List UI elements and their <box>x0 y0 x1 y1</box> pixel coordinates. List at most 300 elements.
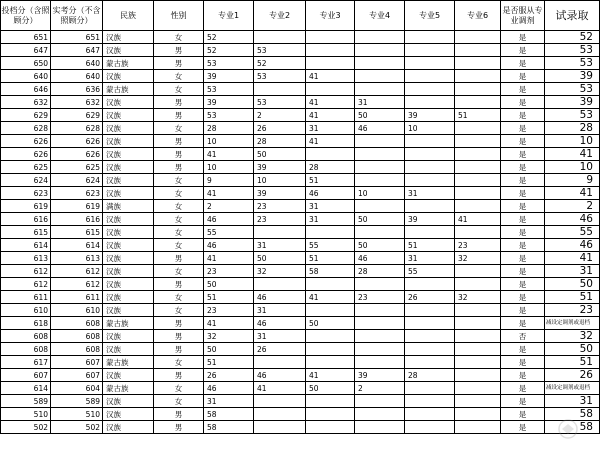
gender-cell: 男 <box>154 161 204 174</box>
major6-cell <box>455 369 501 382</box>
major5-cell: 10 <box>405 122 455 135</box>
major1-cell: 53 <box>204 57 254 70</box>
major2-cell: 53 <box>254 70 306 83</box>
major4-cell <box>355 200 405 213</box>
adjust-cell: 是 <box>501 395 545 408</box>
major1-cell: 26 <box>204 369 254 382</box>
score-cell: 610 <box>1 304 51 317</box>
major6-cell: 41 <box>455 213 501 226</box>
major6-cell <box>455 57 501 70</box>
major3-cell: 31 <box>306 122 355 135</box>
ethnic-cell: 汉族 <box>103 148 154 161</box>
major2-cell: 31 <box>254 330 306 343</box>
score-cell: 619 <box>1 200 51 213</box>
major3-cell: 31 <box>306 200 355 213</box>
major5-cell <box>405 356 455 369</box>
major4-cell: 31 <box>355 96 405 109</box>
actual-score-cell: 608 <box>51 317 103 330</box>
table-row <box>1 291 600 304</box>
adjust-cell: 是 <box>501 44 545 57</box>
major5-cell <box>405 317 455 330</box>
table-row <box>1 83 600 96</box>
major3-cell: 41 <box>306 96 355 109</box>
major5-cell: 28 <box>405 369 455 382</box>
ethnic-cell: 蒙古族 <box>103 317 154 330</box>
major5-cell <box>405 70 455 83</box>
table-row <box>1 382 600 395</box>
major6-cell <box>455 174 501 187</box>
major2-cell: 46 <box>254 369 306 382</box>
ethnic-cell: 蒙古族 <box>103 83 154 96</box>
major6-cell <box>455 122 501 135</box>
major1-cell: 41 <box>204 148 254 161</box>
major1-cell: 23 <box>204 304 254 317</box>
ethnic-cell: 汉族 <box>103 226 154 239</box>
score-cell: 623 <box>1 187 51 200</box>
major4-cell <box>355 343 405 356</box>
major6-cell <box>455 382 501 395</box>
major3-cell: 58 <box>306 265 355 278</box>
major3-cell: 51 <box>306 174 355 187</box>
major5-cell <box>405 330 455 343</box>
gender-cell: 男 <box>154 278 204 291</box>
major6-cell <box>455 343 501 356</box>
major2-cell: 10 <box>254 174 306 187</box>
major2-cell: 39 <box>254 161 306 174</box>
major4-cell: 39 <box>355 369 405 382</box>
major2-cell: 26 <box>254 343 306 356</box>
major5-cell <box>405 408 455 421</box>
adjust-cell: 是 <box>501 148 545 161</box>
ethnic-cell: 汉族 <box>103 187 154 200</box>
adjust-cell: 是 <box>501 239 545 252</box>
final-cell: 51 <box>545 291 600 304</box>
major3-cell <box>306 83 355 96</box>
major6-cell <box>455 395 501 408</box>
major6-cell <box>455 135 501 148</box>
ethnic-cell: 汉族 <box>103 174 154 187</box>
adjust-cell: 是 <box>501 317 545 330</box>
score-cell: 502 <box>1 421 51 434</box>
major6-cell <box>455 226 501 239</box>
adjust-cell: 是 <box>501 83 545 96</box>
major4-cell <box>355 161 405 174</box>
actual-score-cell: 607 <box>51 369 103 382</box>
major5-cell <box>405 174 455 187</box>
adjust-cell: 是 <box>501 304 545 317</box>
actual-score-cell: 636 <box>51 83 103 96</box>
major4-cell: 23 <box>355 291 405 304</box>
final-cell: 31 <box>545 395 600 408</box>
gender-cell: 男 <box>154 369 204 382</box>
major2-cell <box>254 408 306 421</box>
actual-score-cell: 640 <box>51 70 103 83</box>
adjust-cell: 否 <box>501 330 545 343</box>
score-cell: 626 <box>1 135 51 148</box>
major3-cell <box>306 343 355 356</box>
ethnic-cell: 汉族 <box>103 96 154 109</box>
gender-cell: 女 <box>154 213 204 226</box>
ethnic-cell: 汉族 <box>103 304 154 317</box>
header-adjust: 是否服从专业调剂 <box>501 1 545 31</box>
major2-cell: 39 <box>254 187 306 200</box>
adjust-cell: 是 <box>501 135 545 148</box>
major2-cell: 31 <box>254 304 306 317</box>
major2-cell: 46 <box>254 291 306 304</box>
final-cell: 41 <box>545 148 600 161</box>
header-major6: 专业6 <box>455 1 501 31</box>
ethnic-cell: 满族 <box>103 200 154 213</box>
major1-cell: 46 <box>204 382 254 395</box>
major1-cell: 32 <box>204 330 254 343</box>
adjust-cell: 是 <box>501 408 545 421</box>
major6-cell: 32 <box>455 291 501 304</box>
major5-cell <box>405 382 455 395</box>
major2-cell: 26 <box>254 122 306 135</box>
final-cell: 50 <box>545 278 600 291</box>
major4-cell <box>355 148 405 161</box>
actual-score-cell: 623 <box>51 187 103 200</box>
table-row <box>1 213 600 226</box>
major5-cell <box>405 57 455 70</box>
ethnic-cell: 汉族 <box>103 239 154 252</box>
major5-cell <box>405 421 455 434</box>
major2-cell: 50 <box>254 148 306 161</box>
major4-cell <box>355 317 405 330</box>
score-cell: 640 <box>1 70 51 83</box>
major3-cell <box>306 356 355 369</box>
header-ethnic: 民族 <box>103 1 154 31</box>
table-row <box>1 226 600 239</box>
major1-cell: 58 <box>204 421 254 434</box>
major3-cell: 51 <box>306 252 355 265</box>
major1-cell: 53 <box>204 83 254 96</box>
major5-cell: 55 <box>405 265 455 278</box>
major5-cell <box>405 135 455 148</box>
gender-cell: 男 <box>154 57 204 70</box>
final-cell: 53 <box>545 83 600 96</box>
major6-cell <box>455 148 501 161</box>
ethnic-cell: 汉族 <box>103 31 154 44</box>
major4-cell <box>355 395 405 408</box>
major5-cell <box>405 161 455 174</box>
major1-cell: 51 <box>204 356 254 369</box>
major3-cell: 50 <box>306 382 355 395</box>
actual-score-cell: 626 <box>51 135 103 148</box>
major6-cell <box>455 304 501 317</box>
final-cell: 50 <box>545 343 600 356</box>
ethnic-cell: 汉族 <box>103 135 154 148</box>
score-cell: 647 <box>1 44 51 57</box>
score-cell: 614 <box>1 239 51 252</box>
watermark-logo <box>548 418 588 440</box>
score-cell: 628 <box>1 122 51 135</box>
score-cell: 612 <box>1 265 51 278</box>
actual-score-cell: 625 <box>51 161 103 174</box>
major5-cell <box>405 395 455 408</box>
actual-score-cell: 628 <box>51 122 103 135</box>
adjust-cell: 是 <box>501 265 545 278</box>
table-row <box>1 421 600 434</box>
major3-cell: 41 <box>306 291 355 304</box>
major4-cell <box>355 408 405 421</box>
header-gender: 性别 <box>154 1 204 31</box>
score-cell: 625 <box>1 161 51 174</box>
ethnic-cell: 汉族 <box>103 369 154 382</box>
gender-cell: 男 <box>154 109 204 122</box>
adjust-cell: 是 <box>501 369 545 382</box>
adjust-cell: 是 <box>501 109 545 122</box>
gender-cell: 女 <box>154 174 204 187</box>
major4-cell: 10 <box>355 187 405 200</box>
major4-cell <box>355 174 405 187</box>
actual-score-cell: 629 <box>51 109 103 122</box>
table-row <box>1 343 600 356</box>
major2-cell: 32 <box>254 265 306 278</box>
major4-cell <box>355 356 405 369</box>
major4-cell <box>355 330 405 343</box>
major5-cell <box>405 278 455 291</box>
major4-cell <box>355 31 405 44</box>
ethnic-cell: 汉族 <box>103 109 154 122</box>
gender-cell: 女 <box>154 239 204 252</box>
actual-score-cell: 502 <box>51 421 103 434</box>
major4-cell: 46 <box>355 252 405 265</box>
final-cell: 58 <box>545 408 600 421</box>
major2-cell <box>254 226 306 239</box>
major5-cell: 39 <box>405 213 455 226</box>
major4-cell <box>355 226 405 239</box>
final-cell: 26 <box>545 369 600 382</box>
gender-cell: 男 <box>154 330 204 343</box>
major3-cell: 41 <box>306 70 355 83</box>
table-row <box>1 408 600 421</box>
gender-cell: 男 <box>154 408 204 421</box>
major2-cell: 53 <box>254 96 306 109</box>
ethnic-cell: 汉族 <box>103 252 154 265</box>
adjust-cell: 是 <box>501 343 545 356</box>
major6-cell <box>455 96 501 109</box>
major5-cell <box>405 31 455 44</box>
major3-cell: 41 <box>306 135 355 148</box>
score-cell: 612 <box>1 278 51 291</box>
ethnic-cell: 汉族 <box>103 44 154 57</box>
final-cell: 53 <box>545 44 600 57</box>
major2-cell: 23 <box>254 213 306 226</box>
table-row <box>1 122 600 135</box>
major3-cell <box>306 44 355 57</box>
adjust-cell: 是 <box>501 382 545 395</box>
final-cell: 41 <box>545 252 600 265</box>
major1-cell: 50 <box>204 343 254 356</box>
final-cell: 55 <box>545 226 600 239</box>
gender-cell: 女 <box>154 265 204 278</box>
major2-cell: 23 <box>254 200 306 213</box>
score-cell: 629 <box>1 109 51 122</box>
score-cell: 589 <box>1 395 51 408</box>
table-row <box>1 317 600 330</box>
gender-cell: 女 <box>154 83 204 96</box>
actual-score-cell: 604 <box>51 382 103 395</box>
header-major5: 专业5 <box>405 1 455 31</box>
major5-cell: 39 <box>405 109 455 122</box>
major6-cell <box>455 317 501 330</box>
major4-cell: 2 <box>355 382 405 395</box>
major6-cell: 51 <box>455 109 501 122</box>
table-row <box>1 57 600 70</box>
adjust-cell: 是 <box>501 161 545 174</box>
major1-cell: 31 <box>204 395 254 408</box>
header-actual: 实考分（不含照顾分） <box>51 1 103 31</box>
major3-cell <box>306 304 355 317</box>
table-row <box>1 278 600 291</box>
major1-cell: 9 <box>204 174 254 187</box>
table-row <box>1 161 600 174</box>
major5-cell <box>405 304 455 317</box>
final-cell: 32 <box>545 330 600 343</box>
major3-cell: 41 <box>306 369 355 382</box>
major6-cell <box>455 278 501 291</box>
ethnic-cell: 汉族 <box>103 265 154 278</box>
major6-cell <box>455 421 501 434</box>
final-cell: 53 <box>545 109 600 122</box>
major5-cell <box>405 96 455 109</box>
ethnic-cell: 汉族 <box>103 278 154 291</box>
major4-cell <box>355 70 405 83</box>
header-score: 投档分（含照顾分） <box>1 1 51 31</box>
gender-cell: 女 <box>154 291 204 304</box>
major3-cell <box>306 421 355 434</box>
major3-cell <box>306 330 355 343</box>
final-cell: 58 <box>545 421 600 434</box>
major5-cell <box>405 226 455 239</box>
major1-cell: 41 <box>204 187 254 200</box>
ethnic-cell: 汉族 <box>103 122 154 135</box>
ethnic-cell: 汉族 <box>103 213 154 226</box>
actual-score-cell: 651 <box>51 31 103 44</box>
major3-cell <box>306 57 355 70</box>
major3-cell: 46 <box>306 187 355 200</box>
final-cell: 51 <box>545 356 600 369</box>
major5-cell: 51 <box>405 239 455 252</box>
final-cell: 23 <box>545 304 600 317</box>
actual-score-cell: 616 <box>51 213 103 226</box>
major2-cell <box>254 83 306 96</box>
major3-cell <box>306 31 355 44</box>
major4-cell <box>355 83 405 96</box>
final-cell: 31 <box>545 265 600 278</box>
score-cell: 613 <box>1 252 51 265</box>
adjust-cell: 是 <box>501 174 545 187</box>
gender-cell: 女 <box>154 31 204 44</box>
gender-cell: 女 <box>154 187 204 200</box>
major1-cell: 46 <box>204 213 254 226</box>
table-row <box>1 369 600 382</box>
score-cell: 608 <box>1 343 51 356</box>
major1-cell: 39 <box>204 96 254 109</box>
gender-cell: 男 <box>154 421 204 434</box>
table-row <box>1 356 600 369</box>
major1-cell: 58 <box>204 408 254 421</box>
major4-cell <box>355 421 405 434</box>
major1-cell: 50 <box>204 278 254 291</box>
header-final: 试录取 <box>545 1 600 31</box>
score-cell: 624 <box>1 174 51 187</box>
score-cell: 608 <box>1 330 51 343</box>
adjust-cell: 是 <box>501 252 545 265</box>
major2-cell: 53 <box>254 44 306 57</box>
score-cell: 607 <box>1 369 51 382</box>
table-row <box>1 330 600 343</box>
actual-score-cell: 610 <box>51 304 103 317</box>
major6-cell <box>455 330 501 343</box>
major1-cell: 2 <box>204 200 254 213</box>
major2-cell: 46 <box>254 317 306 330</box>
adjust-cell: 是 <box>501 70 545 83</box>
major1-cell: 41 <box>204 252 254 265</box>
major3-cell: 41 <box>306 109 355 122</box>
gender-cell: 男 <box>154 96 204 109</box>
ethnic-cell: 蒙古族 <box>103 382 154 395</box>
major5-cell <box>405 44 455 57</box>
score-cell: 632 <box>1 96 51 109</box>
major5-cell <box>405 83 455 96</box>
major4-cell: 28 <box>355 265 405 278</box>
header-major4: 专业4 <box>355 1 405 31</box>
table-row <box>1 265 600 278</box>
major5-cell: 31 <box>405 187 455 200</box>
actual-score-cell: 647 <box>51 44 103 57</box>
score-cell: 614 <box>1 382 51 395</box>
major6-cell <box>455 356 501 369</box>
table-row <box>1 187 600 200</box>
major3-cell <box>306 148 355 161</box>
header-major3: 专业3 <box>306 1 355 31</box>
final-cell: 2 <box>545 200 600 213</box>
actual-score-cell: 612 <box>51 278 103 291</box>
gender-cell: 男 <box>154 252 204 265</box>
adjust-cell: 是 <box>501 291 545 304</box>
major2-cell: 31 <box>254 239 306 252</box>
major4-cell <box>355 44 405 57</box>
gender-cell: 女 <box>154 70 204 83</box>
gender-cell: 男 <box>154 317 204 330</box>
final-cell: 52 <box>545 31 600 44</box>
major1-cell: 10 <box>204 161 254 174</box>
major1-cell: 10 <box>204 135 254 148</box>
table-row <box>1 148 600 161</box>
table-row <box>1 109 600 122</box>
major5-cell <box>405 343 455 356</box>
major5-cell <box>405 148 455 161</box>
gender-cell: 男 <box>154 343 204 356</box>
actual-score-cell: 611 <box>51 291 103 304</box>
major2-cell: 41 <box>254 382 306 395</box>
major2-cell: 52 <box>254 57 306 70</box>
major2-cell <box>254 31 306 44</box>
actual-score-cell: 510 <box>51 408 103 421</box>
major4-cell: 50 <box>355 109 405 122</box>
major2-cell: 50 <box>254 252 306 265</box>
score-cell: 615 <box>1 226 51 239</box>
gender-cell: 女 <box>154 304 204 317</box>
major4-cell: 50 <box>355 213 405 226</box>
actual-score-cell: 632 <box>51 96 103 109</box>
table-row <box>1 44 600 57</box>
major2-cell <box>254 278 306 291</box>
major1-cell: 39 <box>204 70 254 83</box>
major6-cell <box>455 70 501 83</box>
